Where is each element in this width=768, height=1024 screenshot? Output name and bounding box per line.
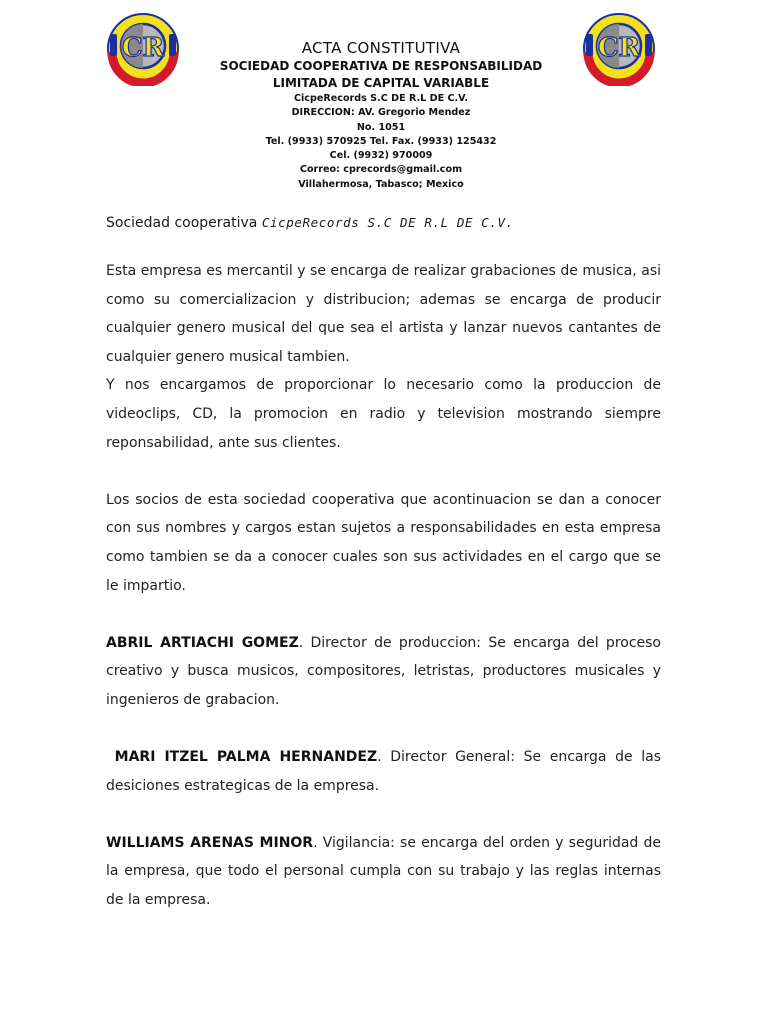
cooperative-line bbox=[106, 209, 661, 237]
cooperative-prefix: Sociedad cooperativa bbox=[106, 215, 258, 231]
company-logo-left bbox=[106, 12, 180, 86]
paragraph-2: Y nos encargamos de proporcionar lo necesario como la produccion de videoclips, CD, la promocion en radio y television mostrando siempre reponsabilidad, ante sus clientes. bbox=[106, 377, 661, 451]
cell-line: Cel. (9932) 970009 bbox=[329, 150, 433, 162]
logo-letters: CR bbox=[121, 33, 165, 63]
member-3-name: WILLIAMS ARENAS MINOR bbox=[106, 834, 314, 851]
member-2-paragraph bbox=[106, 743, 661, 800]
address-line-2: No. 1051 bbox=[356, 121, 406, 133]
paragraph-1: Esta empresa es mercantil y se encarga de realizar grabaciones de musica, asi como su comercializacion y distribucion; ademas se encarga de producir cualquier genero musical del que sea el artista y lanzar nuevos cantantes de cualquier genero musical tambien. bbox=[106, 263, 661, 365]
document-subtitle-2: LIMITADA DE CAPITAL VARIABLE bbox=[272, 76, 490, 90]
document-subtitle-1: SOCIEDAD COOPERATIVA DE RESPONSABILIDAD bbox=[219, 59, 543, 73]
address-line-1: DIRECCION: AV. Gregorio Mendez bbox=[291, 107, 471, 119]
city-line: Villahermosa, Tabasco; Mexico bbox=[298, 178, 464, 190]
document-header bbox=[180, 38, 582, 192]
email-line: Correo: cprecords@gmail.com bbox=[299, 164, 463, 176]
logo-letters: CR bbox=[597, 33, 641, 63]
member-2-description: . Director General: Se encarga de las desiciones estrategicas de la empresa. bbox=[106, 749, 662, 794]
document-title: ACTA CONSTITUTIVA bbox=[301, 39, 461, 57]
paragraph-3: Los socios de esta sociedad cooperativa que acontinuacion se dan a conocer con sus nombres y cargos estan sujetos a responsabilidades en esta empresa como tambien se da a conocer cuales son sus actividades en el cargo que se le impartio. bbox=[106, 491, 661, 594]
member-2-name: MARI ITZEL PALMA HERNANDEZ bbox=[114, 749, 378, 766]
member-3-paragraph bbox=[106, 829, 661, 915]
member-1-name: ABRIL ARTIACHI GOMEZ bbox=[106, 634, 299, 651]
document-body bbox=[106, 209, 661, 915]
company-name: CicpeRecords S.C DE R.L DE C.V. bbox=[293, 93, 469, 104]
member-1-paragraph bbox=[106, 629, 661, 715]
member-3-description: . Vigilancia: se encarga del orden y seguridad de la empresa, que todo el personal cumpla con su trabajo y las reglas internas de la empresa. bbox=[106, 834, 661, 909]
phone-line: Tel. (9933) 570925 Tel. Fax. (9933) 125432 bbox=[265, 135, 497, 147]
company-logo-right bbox=[582, 12, 656, 86]
cooperative-name: CicpeRecords S.C DE R.L DE C.V. bbox=[261, 215, 514, 230]
member-1-description: . Director de produccion: Se encarga del proceso creativo y busca musicos, compositores, letristas, productores musicales y ingenieros de grabacion. bbox=[106, 634, 661, 708]
